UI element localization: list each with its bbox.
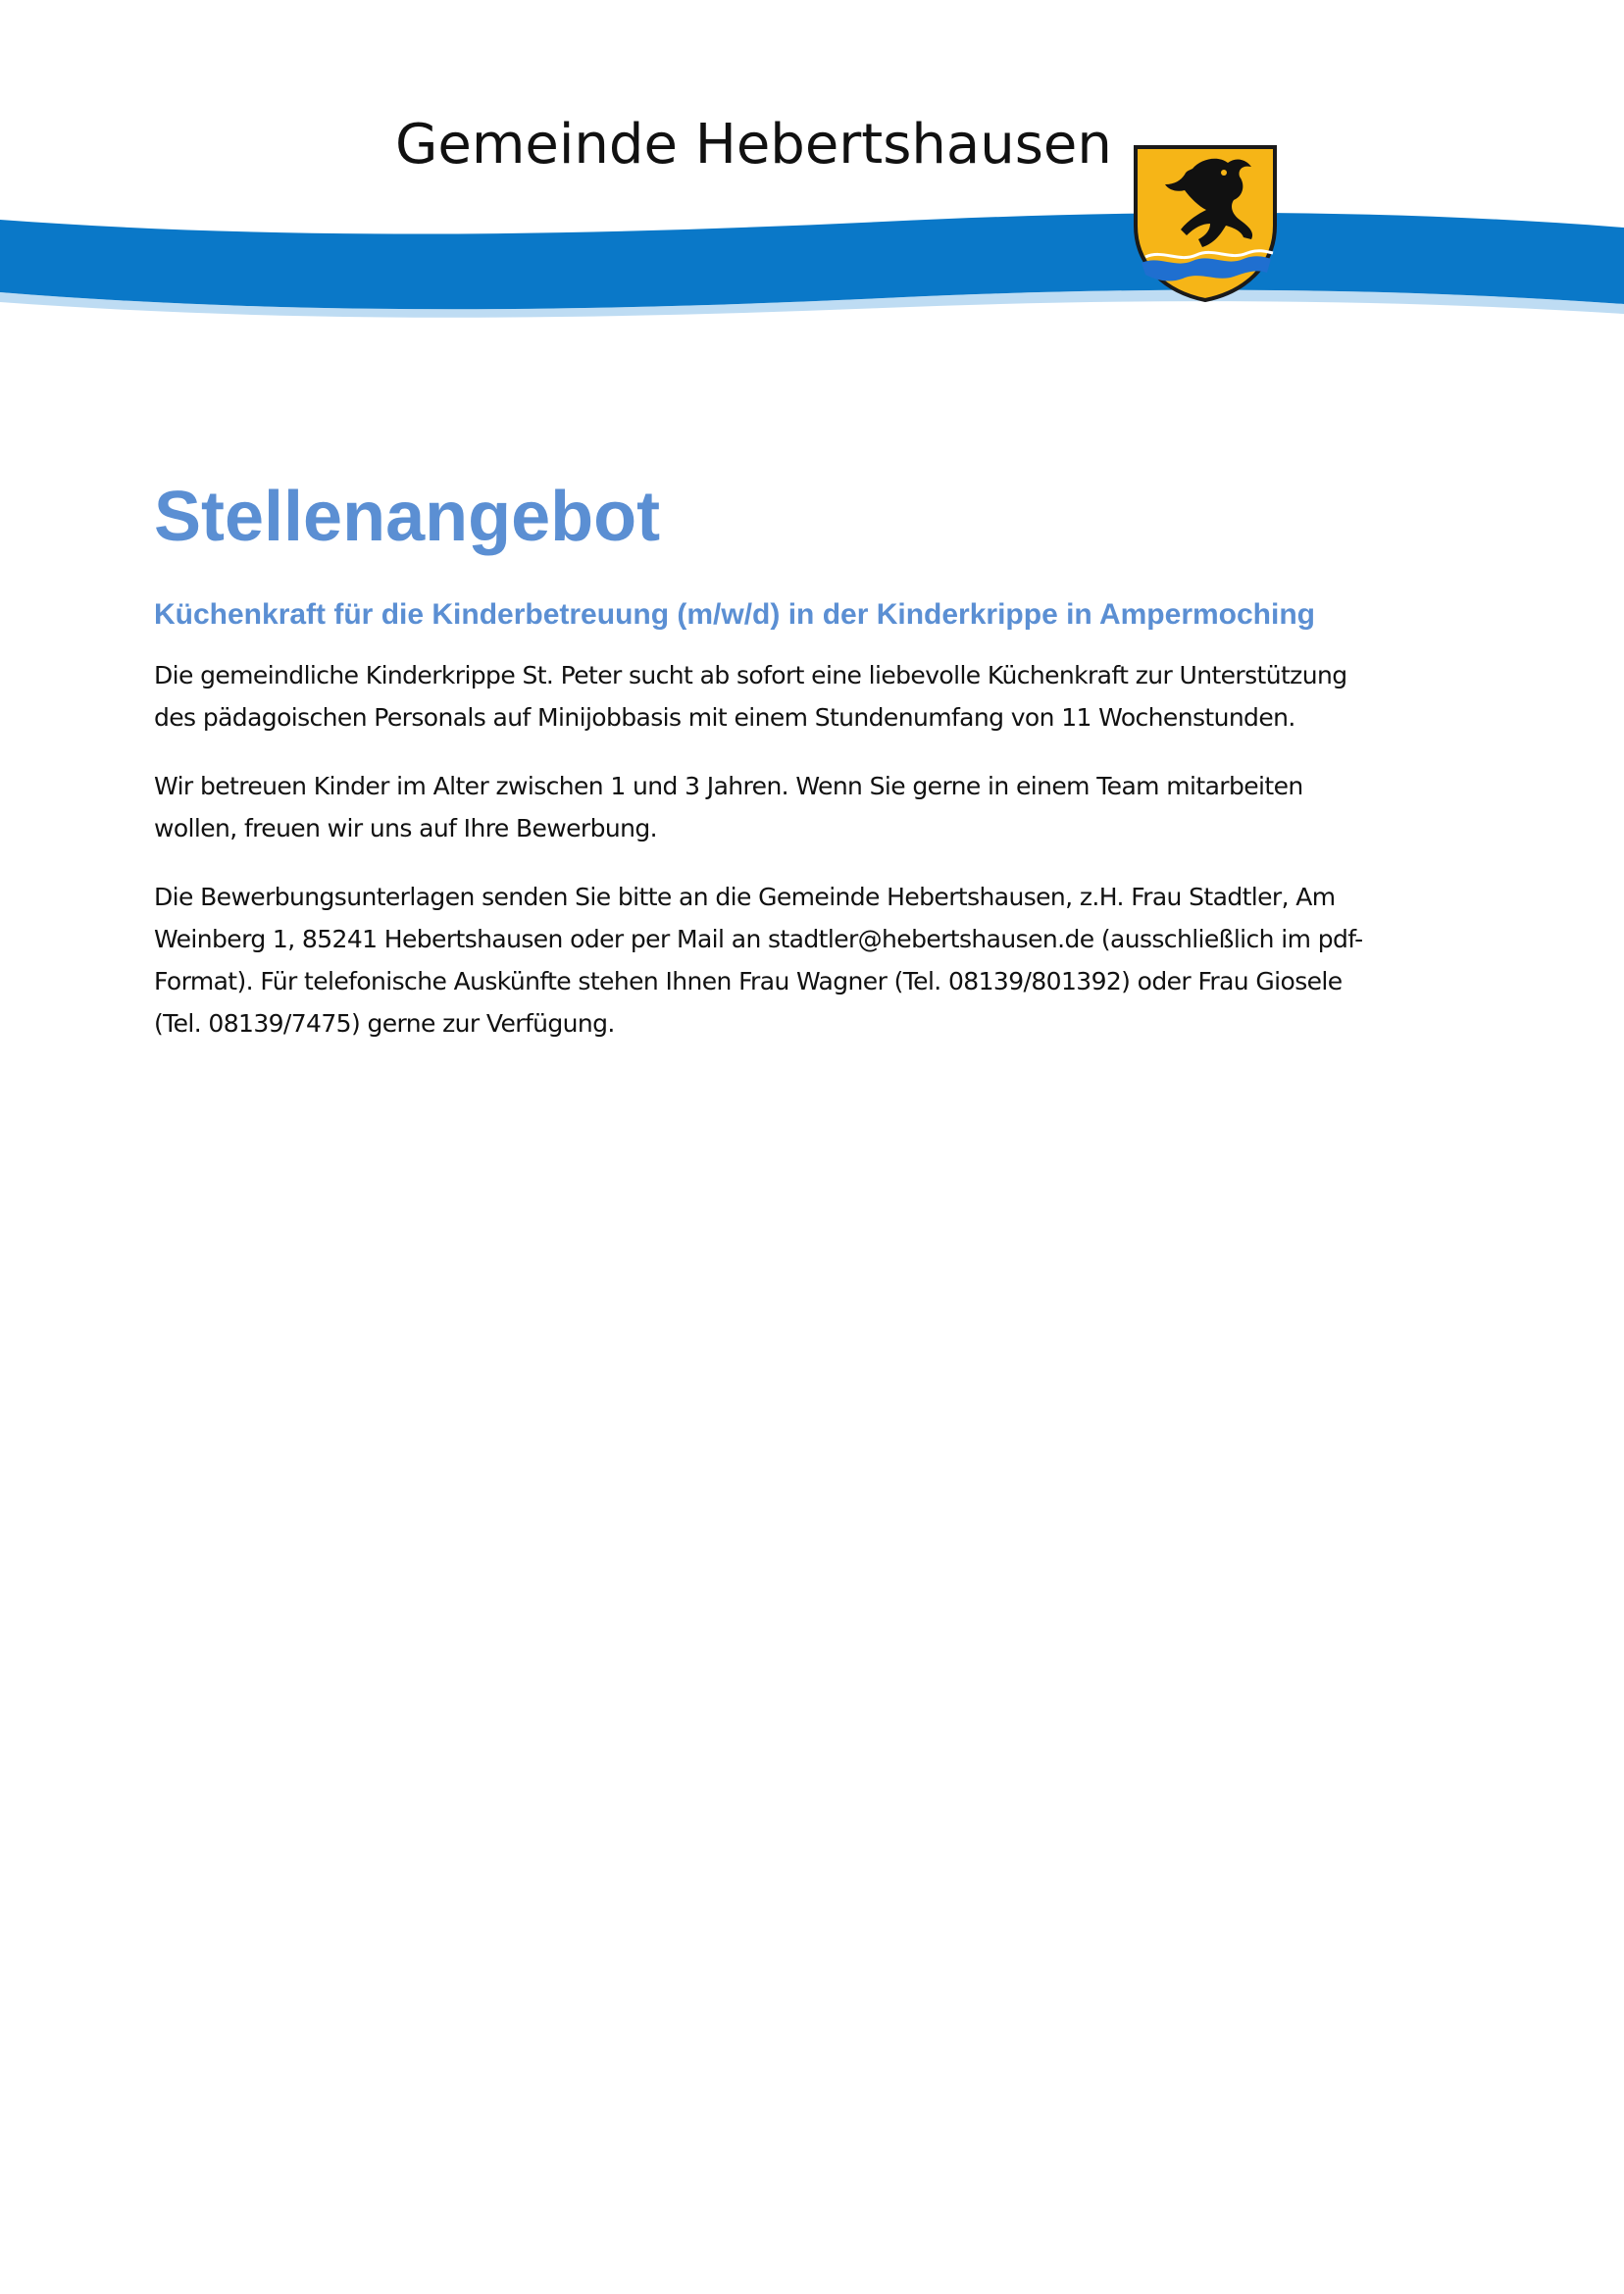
job-subtitle: Küchenkraft für die Kinderbetreuung (m/w/d) in der Kinderkrippe in Ampermoching bbox=[154, 598, 1315, 632]
paragraph-contact bbox=[154, 876, 1429, 1045]
text-line: wollen, freuen wir uns auf Ihre Bewerbung. bbox=[154, 814, 657, 843]
paragraph-team bbox=[154, 765, 1429, 849]
text-line: Format). Für telefonische Auskünfte stehen Ihnen Frau Wagner (Tel. 08139/801392) oder Frau Giosele bbox=[154, 967, 1343, 996]
text-line: (Tel. 08139/7475) gerne zur Verfügung. bbox=[154, 1009, 615, 1039]
coat-of-arms-icon bbox=[1130, 141, 1281, 304]
job-posting-content bbox=[154, 479, 1429, 1045]
text-line: Weinberg 1, 85241 Hebertshausen oder per Mail an stadtler@hebertshausen.de (ausschließlich im pdf- bbox=[154, 925, 1363, 954]
paragraph-intro bbox=[154, 654, 1429, 739]
page-title: Stellenangebot bbox=[154, 478, 661, 556]
text-line: Wir betreuen Kinder im Alter zwischen 1 und 3 Jahren. Wenn Sie gerne in einem Team mitarbeiten bbox=[154, 772, 1303, 801]
header-wave-banner bbox=[0, 196, 1624, 324]
text-line: Die gemeindliche Kinderkrippe St. Peter sucht ab sofort eine liebevolle Küchenkraft zur Unterstützung bbox=[154, 661, 1347, 690]
text-line: Die Bewerbungsunterlagen senden Sie bitte an die Gemeinde Hebertshausen, z.H. Frau Stadtler, Am bbox=[154, 883, 1336, 912]
municipality-title: Gemeinde Hebertshausen bbox=[395, 113, 1112, 177]
text-line: des pädagoischen Personals auf Minijobbasis mit einem Stundenumfang von 11 Wochenstunden. bbox=[154, 703, 1295, 733]
